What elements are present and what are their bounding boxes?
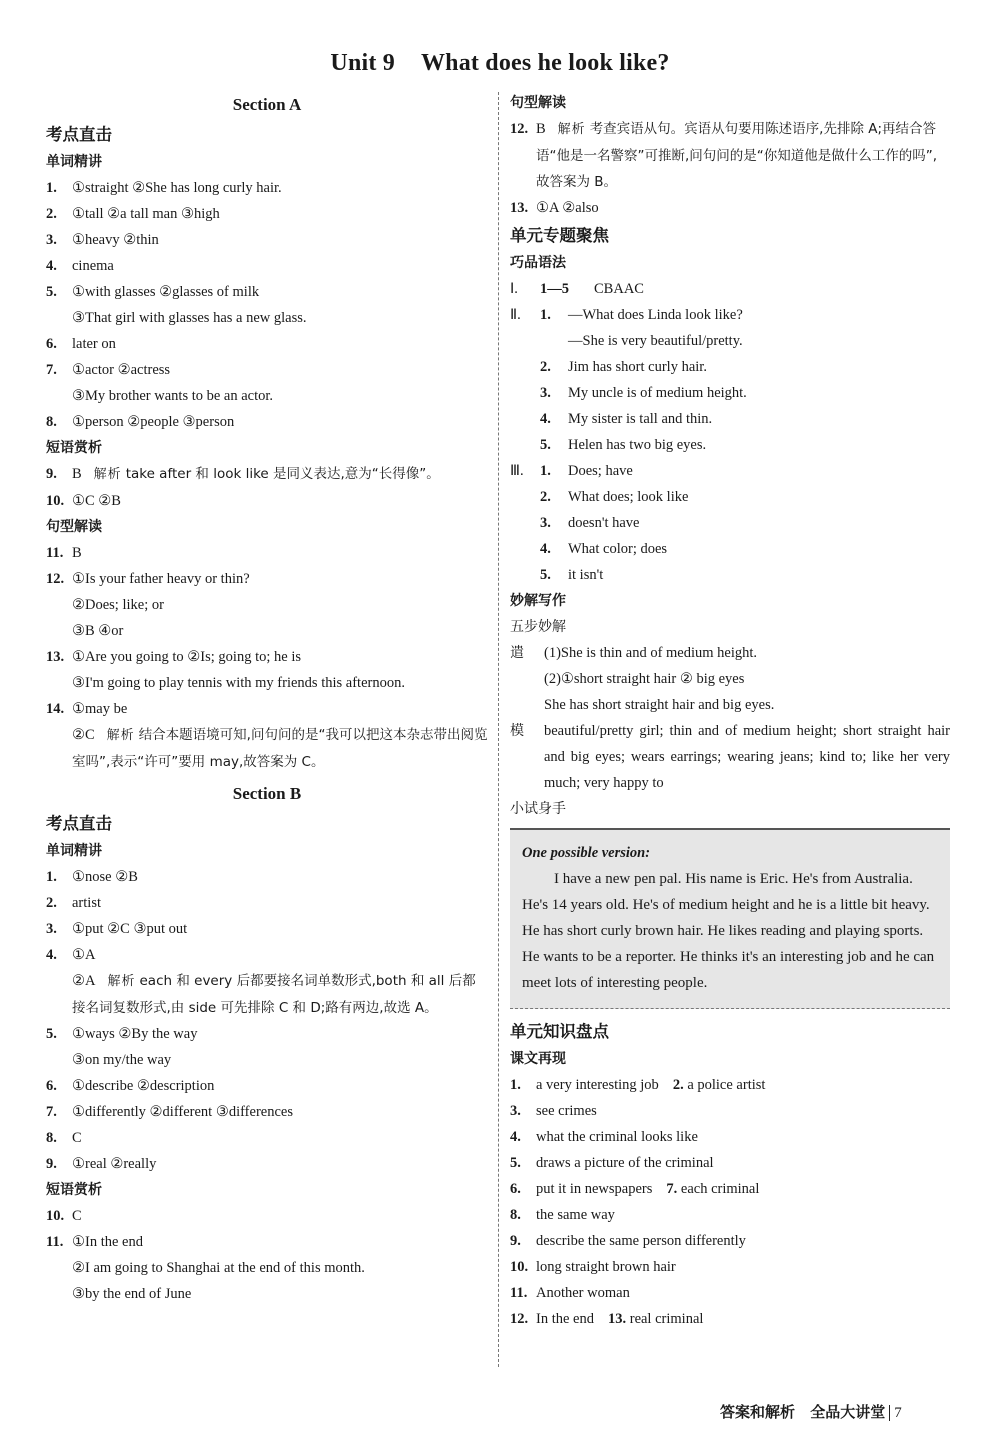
jiexi-tag: 解析 [557,122,586,137]
unit-label: Unit 9 [330,50,395,76]
footer-brand: 全品大讲堂 [810,1403,886,1421]
right-column [510,90,950,1332]
section-a-heading: Section A [232,95,302,114]
miaojie-heading: 妙解写作 [510,593,566,609]
list-item: 2. artist [46,895,101,911]
list-item: 3. see crimes [510,1103,597,1119]
answer-row: 10. ①C ②B [46,493,121,509]
list-item: 5. it isn't [540,567,604,583]
answer-row: 13. ①Are you going to ②Is; going to; he is ③I'm going to play tennis with my friends this afternoon. [46,649,405,691]
list-item: 10. long straight brown hair [510,1259,676,1275]
jiexi-tag: 解析 [106,728,135,743]
jiexi-tag: 解析 [107,974,136,989]
qiaopin-heading: 巧品语法 [510,255,566,271]
mo-block: 模 beautiful/pretty girl; thin and of medium height; short straight hair and big eyes; wears earrings; wearing jeans; kind to; like her very much; very happy to [510,723,950,791]
list-item: 1. a very interesting job 2. a police artist [510,1077,766,1093]
list-item: 3. ①heavy ②thin [46,232,159,248]
list-item: 2. What does; look like [540,489,689,505]
part-i-row: Ⅰ. 1—5 CBAAC [510,281,644,297]
kewen-heading: 课文再现 [510,1051,566,1067]
list-item: 11. Another woman [510,1285,630,1301]
list-item: 8. C [46,1130,82,1146]
section-b-heading: Section B [232,784,302,803]
list-item: ③That girl with glasses has a new glass. [72,310,307,326]
list-item: 4. what the criminal looks like [510,1129,698,1145]
list-item: 7. ①actor ②actress [46,362,171,378]
list-item: 6. later on [46,336,116,352]
list-item: 4. cinema [46,258,114,274]
answer-row: 12. B 解析 考查宾语从句。宾语从句要用陈述语序,先排除 A;再结合答语“他是一名警察”可推断,问句问的是“你知道他是做什么工作的吗”,故答案为 B。 [510,121,938,190]
page-number: 7 [889,1405,902,1421]
list-item: 9. ①real ②really [46,1156,157,1172]
list-item: 3. My uncle is of medium height. [540,385,747,401]
juxing-heading-right: 句型解读 [510,95,566,111]
list-item: ③My brother wants to be an actor. [72,388,274,404]
page-title [0,50,1000,77]
danci-heading-b: 单词精讲 [46,843,102,859]
list-item: 12. In the end 13. real criminal [510,1311,704,1327]
list-item: 9. describe the same person differently [510,1233,746,1249]
list-item: 4. What color; does [540,541,668,557]
list-item: 5. ①with glasses ②glasses of milk [46,284,260,300]
column-divider [498,92,500,1367]
list-item: 5. draws a picture of the criminal [510,1155,714,1171]
essay-label: One possible version: [522,845,651,861]
list-item: 4. My sister is tall and thin. [540,411,713,427]
list-item: 5. ①ways ②By the way [46,1026,198,1042]
list-item: 2. Jim has short curly hair. [540,359,707,375]
juxing-heading: 句型解读 [46,519,102,535]
answer-row: 13. ①A ②also [510,200,599,216]
section-b-word-list-2 [46,1021,488,1177]
answer-row: 12. ①Is your father heavy or thin? ②Does; like; or ③B ④or [46,571,250,639]
wubu-heading: 五步妙解 [510,619,566,635]
list-item: 8. ①person ②people ③person [46,414,235,430]
answer-row: 9. B 解析 take after 和 look like 是同义表达,意为“长得像”。 [46,466,440,482]
danci-heading: 单词精讲 [46,154,102,170]
sample-essay [510,828,950,1009]
list-item: 6. ①describe ②description [46,1078,215,1094]
list-item: 3. doesn't have [540,515,640,531]
list-item: ③on my/the way [72,1052,172,1068]
essay-body: I have a new pen pal. His name is Eric. He's from Australia. He's 14 years old. He's of medium height and he is a little bit heavy. He has short curly brown hair. He likes reading and playing sports. He wants to be a reporter. He thinks it's an interesting job and he can meet lots of interesting people. [522,871,935,991]
left-column [46,90,488,1307]
list-item: 1. ①straight ②She has long curly hair. [46,180,282,196]
list-item: 7. ①differently ②different ③differences [46,1104,293,1120]
zhuanti-heading: 单元专题聚焦 [510,226,609,245]
recap-list [510,1072,950,1332]
answer-row: 14. ①may be ②C 解析 结合本题语境可知,问句问的是“我可以把这本杂志带出阅览室吗”,表示“许可”要用 may,故答案为 C。 [46,701,488,770]
section-a-word-list [46,175,488,435]
list-item: 2. ①tall ②a tall man ③high [46,206,220,222]
part-iii-list [510,458,950,588]
zao-block: 遣 (1)She is thin and of medium height. (2)①short straight hair ② big eyes She has short straight hair and big eyes. [510,645,775,713]
list-item: 4. ①A [46,947,96,963]
duanyu-heading: 短语赏析 [46,440,102,456]
section-b-word-list [46,864,488,968]
unit-title: What does he look like? [420,50,670,76]
answer-row: 11. B [46,545,82,561]
list-item: Ⅱ. 1. —What does Linda look like? [510,307,743,323]
answer-row: 10. C [46,1208,82,1224]
jiexi-tag: 解析 [93,467,122,482]
footer-label: 答案和解析 [720,1403,796,1421]
answer-row: ②A 解析 each 和 every 后都要接名词单数形式,both 和 all 后都接名词复数形式,由 side 可先排除 C 和 D;路有两边,故选 A。 [72,973,476,1016]
list-item: 6. put it in newspapers 7. each criminal [510,1181,760,1197]
list-item: 8. the same way [510,1207,615,1223]
page-footer [720,1401,902,1422]
zhishi-heading: 单元知识盘点 [510,1022,609,1041]
list-item: 1. ①nose ②B [46,869,138,885]
xiaoshi-heading: 小试身手 [510,801,566,817]
duanyu-heading-b: 短语赏析 [46,1182,102,1198]
list-item: Ⅲ. 1. Does; have [510,463,633,479]
kaodian-heading-b: 考点直击 [46,814,112,833]
kaodian-heading: 考点直击 [46,125,112,144]
list-item: 3. ①put ②C ③put out [46,921,188,937]
list-item: —She is very beautiful/pretty. [568,333,743,349]
part-ii-list [510,302,950,458]
list-item: 5. Helen has two big eyes. [540,437,707,453]
answer-row: 11. ①In the end ②I am going to Shanghai at the end of this month. ③by the end of June [46,1234,365,1302]
